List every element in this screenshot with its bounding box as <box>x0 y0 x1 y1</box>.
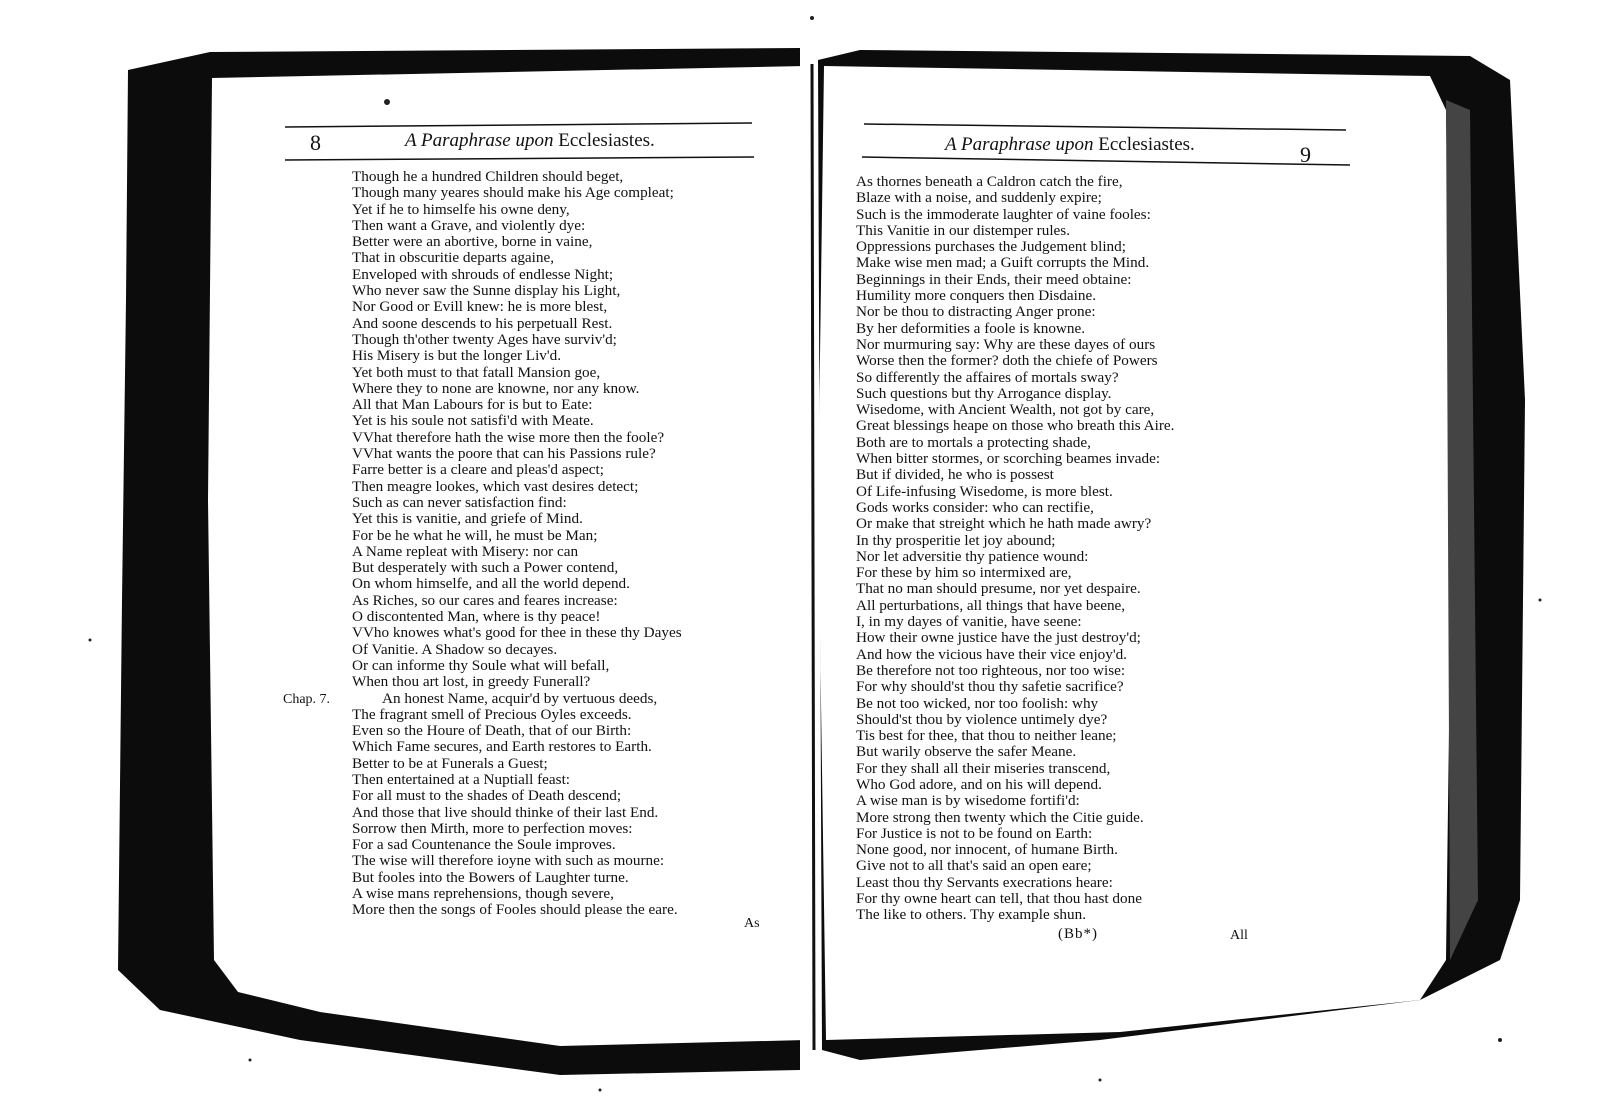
verse-line: As Riches, so our cares and feares increase: <box>352 591 618 609</box>
gutter-line <box>812 64 814 1050</box>
verse-line: Blaze with a noise, and suddenly expire; <box>856 189 1102 207</box>
signature-mark: (Bb*) <box>1058 926 1098 942</box>
verse-line: Great blessings heape on those who breath this Aire. <box>856 417 1175 435</box>
verse-line: Of Life-infusing Wisedome, is more blest. <box>856 482 1113 500</box>
verse-line: Be not too wicked, nor too foolish: why <box>856 694 1099 712</box>
verse-line: But desperately with such a Power contend, <box>352 559 619 577</box>
left-page-verse <box>352 169 682 919</box>
verse-line: Then meagre lookes, which vast desires detect; <box>352 477 639 495</box>
verse-line: Least thou thy Servants execrations heare: <box>856 873 1113 891</box>
verse-line: This Vanitie in our distemper rules. <box>856 221 1070 239</box>
left-running-head <box>405 130 655 152</box>
verse-line: A wise man is by wisedome fortifi'd: <box>856 792 1080 810</box>
right-page-number: 9 <box>1300 142 1311 167</box>
verse-line: VVhat therefore hath the wise more then the foole? <box>352 428 665 446</box>
verse-line: The wise will therefore ioyne with such as mourne: <box>352 852 665 870</box>
verse-line: None good, nor innocent, of humane Birth. <box>856 841 1118 859</box>
verse-line: A wise mans reprehensions, though severe, <box>352 885 614 903</box>
verse-line: Tis best for thee, that thou to neither leane; <box>856 727 1117 745</box>
verse-line: For thy owne heart can tell, that thou hast done <box>856 890 1142 908</box>
verse-line: Both are to mortals a protecting shade, <box>856 433 1091 451</box>
verse-line: Nor be thou to distracting Anger prone: <box>856 303 1096 321</box>
verse-line: That in obscuritie departs againe, <box>352 249 555 267</box>
verse-line: But if divided, he who is possest <box>856 466 1054 484</box>
verse-line: On whom himselfe, and all the world depend. <box>352 575 630 593</box>
verse-line: Beginnings in their Ends, their meed obtaine: <box>856 270 1132 288</box>
verse-line: For be he what he will, he must be Man; <box>352 526 598 544</box>
verse-line: And those that live should thinke of their last End. <box>352 803 659 821</box>
verse-line: Humility more conquers then Disdaine. <box>856 287 1096 305</box>
verse-line: Make wise men mad; a Guift corrupts the Mind. <box>856 254 1150 272</box>
verse-line: Who God adore, and on his will depend. <box>856 775 1102 793</box>
verse-line: Such as can never satisfaction find: <box>352 493 567 511</box>
left-catchword: As <box>744 916 760 931</box>
verse-line: O discontented Man, where is thy peace! <box>352 608 601 626</box>
verse-line: VVhat wants the poore that can his Passions rule? <box>352 445 656 463</box>
verse-line: Be therefore not too righteous, nor too wise: <box>856 661 1126 679</box>
left-page-number: 8 <box>310 130 321 155</box>
chapter-side-note: Chap. 7. <box>283 692 331 707</box>
right-running-head-roman: Ecclesiastes. <box>1098 134 1195 155</box>
verse-line: Nor murmuring say: Why are these dayes of ours <box>856 335 1156 353</box>
verse-line: Yet if he to himselfe his owne deny, <box>352 200 570 218</box>
verse-line: Worse then the former? doth the chiefe of Powers <box>856 352 1158 370</box>
verse-line: Such questions but thy Arrogance display. <box>856 384 1112 402</box>
verse-line: A Name repleat with Misery: nor can <box>352 542 579 560</box>
verse-line: For why should'st thou thy safetie sacrifice? <box>856 678 1124 696</box>
verse-line: When thou art lost, in greedy Funerall? <box>352 673 591 691</box>
verse-line: By her deformities a foole is knowne. <box>856 319 1086 337</box>
verse-line: Even so the Houre of Death, that of our Birth: <box>352 722 632 740</box>
verse-line: Which Fame secures, and Earth restores to Earth. <box>352 738 652 756</box>
verse-line: Or can informe thy Soule what will befall, <box>352 656 610 674</box>
verse-line: That no man should presume, nor yet despaire. <box>856 580 1141 598</box>
verse-line: Though many yeares should make his Age compleat; <box>352 184 674 202</box>
verse-line: For all must to the shades of Death descend; <box>352 787 622 805</box>
verse-line: Should'st thou by violence untimely dye? <box>856 710 1108 728</box>
verse-line: Give not to all that's said an open eare; <box>856 857 1092 875</box>
right-running-head <box>945 134 1195 156</box>
verse-line: The fragrant smell of Precious Oyles exceeds. <box>352 705 632 723</box>
verse-line: For they shall all their miseries transcend, <box>856 759 1111 777</box>
verse-line: Better to be at Funerals a Guest; <box>352 754 548 772</box>
verse-line: Sorrow then Mirth, more to perfection moves: <box>352 819 633 837</box>
verse-line: Where they to none are knowne, nor any know. <box>352 379 640 397</box>
verse-line: More strong then twenty which the Citie guide. <box>856 808 1144 826</box>
verse-line: An honest Name, acquir'd by vertuous deeds, <box>382 689 658 707</box>
right-page-verse <box>856 174 1174 924</box>
verse-line: Then entertained at a Nuptiall feast: <box>352 770 571 788</box>
verse-line: For Justice is not to be found on Earth: <box>856 824 1093 842</box>
verse-line: But warily observe the safer Meane. <box>856 743 1077 761</box>
verse-line: I, in my dayes of vanitie, have seene: <box>856 613 1082 631</box>
verse-line: Nor let adversitie thy patience wound: <box>856 547 1089 565</box>
verse-line: All that Man Labours for is but to Eate: <box>352 396 593 414</box>
verse-line: How their owne justice have the just destroy'd; <box>856 629 1141 647</box>
verse-line: All perturbations, all things that have beene, <box>856 596 1126 614</box>
verse-line: Enveloped with shrouds of endlesse Night; <box>352 265 614 283</box>
verse-line: Or make that streight which he hath made awry? <box>856 515 1152 533</box>
verse-line: So differently the affaires of mortals sway? <box>856 368 1119 386</box>
verse-line: And soone descends to his perpetuall Rest. <box>352 314 613 332</box>
verse-line: Though th'other twenty Ages have surviv'd; <box>352 330 617 348</box>
verse-line: Better were an abortive, borne in vaine, <box>352 233 593 251</box>
verse-line: Farre better is a cleare and pleas'd aspect; <box>352 461 604 479</box>
verse-line: Yet both must to that fatall Mansion goe, <box>352 363 601 381</box>
verse-line: The like to others. Thy example shun. <box>856 906 1087 924</box>
verse-line: For these by him so intermixed are, <box>856 564 1072 582</box>
verse-line: Then want a Grave, and violently dye: <box>352 216 586 234</box>
verse-line: More then the songs of Fooles should please the eare. <box>352 901 678 919</box>
verse-line: Who never saw the Sunne display his Light, <box>352 282 621 300</box>
verse-line: But fooles into the Bowers of Laughter turne. <box>352 868 629 886</box>
verse-line: Gods works consider: who can rectifie, <box>856 498 1094 516</box>
verse-line: Of Vanitie. A Shadow so decayes. <box>352 640 558 658</box>
right-catchword: All <box>1230 928 1248 943</box>
verse-line: When bitter stormes, or scorching beames invade: <box>856 450 1161 468</box>
left-running-head-italic: A Paraphrase upon <box>405 130 554 151</box>
verse-line: In thy prosperitie let joy abound; <box>856 531 1056 549</box>
verse-line: Oppressions purchases the Judgement blind; <box>856 238 1126 256</box>
verse-line: Wisedome, with Ancient Wealth, not got by care, <box>856 401 1155 419</box>
right-running-head-italic: A Paraphrase upon <box>945 134 1094 155</box>
verse-line: And how the vicious have their vice enjoy'd. <box>856 645 1127 663</box>
verse-line: For a sad Countenance the Soule improves. <box>352 836 616 854</box>
left-running-head-roman: Ecclesiastes. <box>558 130 655 151</box>
verse-line: His Misery is but the longer Liv'd. <box>352 347 562 365</box>
verse-line: As thornes beneath a Caldron catch the fire, <box>856 173 1123 190</box>
verse-line: Yet is his soule not satisfi'd with Meate. <box>352 412 594 430</box>
verse-line: VVho knowes what's good for thee in these thy Dayes <box>352 624 682 642</box>
verse-line: Yet this is vanitie, and griefe of Mind. <box>352 510 583 528</box>
verse-line: Though he a hundred Children should beget, <box>352 168 624 185</box>
verse-line: Such is the immoderate laughter of vaine fooles: <box>856 205 1151 223</box>
verse-line: Nor Good or Evill knew: he is more blest, <box>352 298 608 316</box>
